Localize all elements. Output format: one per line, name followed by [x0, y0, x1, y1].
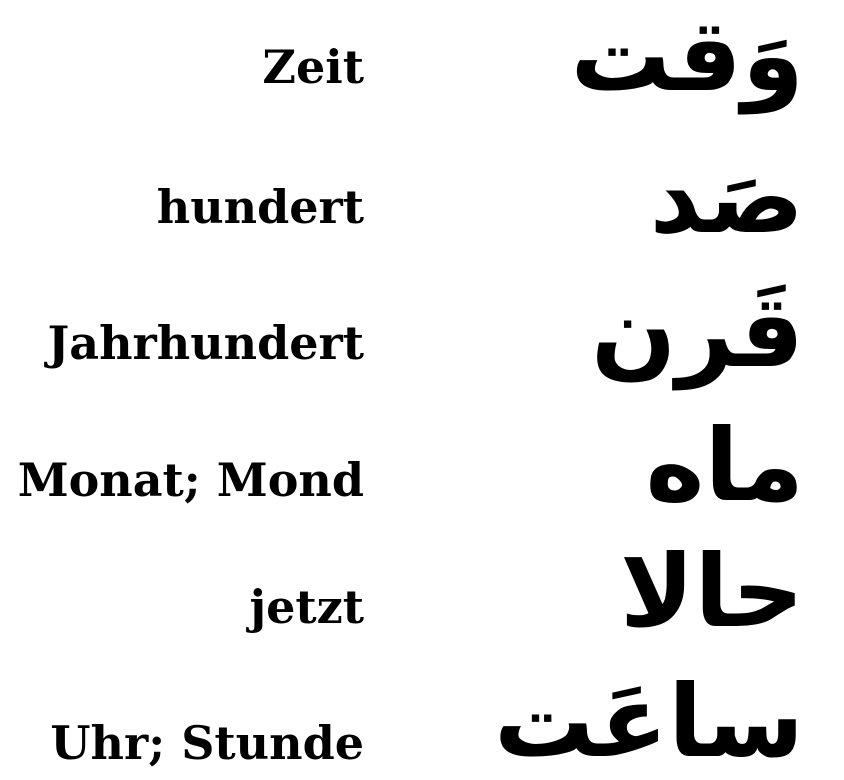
german-word: Zeit	[262, 40, 364, 94]
persian-word: صَد	[649, 139, 804, 256]
vocab-row	[0, 273, 844, 398]
persian-word: قَرن	[590, 273, 804, 390]
vocab-row	[0, 140, 844, 260]
german-word: Uhr; Stunde	[50, 716, 364, 770]
persian-word: ساعَت	[493, 663, 804, 780]
vocab-row	[0, 407, 844, 532]
german-word: jetzt	[249, 580, 364, 634]
german-word: Jahrhundert	[47, 316, 364, 370]
german-word: Monat; Mond	[17, 453, 364, 507]
vocab-row	[0, 660, 844, 780]
vocab-row	[0, 0, 844, 120]
persian-word: وَقت	[570, 0, 804, 114]
persian-word: ماه	[645, 407, 804, 524]
persian-word: حالا	[619, 533, 804, 650]
vocab-row	[0, 533, 844, 660]
german-word: hundert	[156, 180, 364, 234]
